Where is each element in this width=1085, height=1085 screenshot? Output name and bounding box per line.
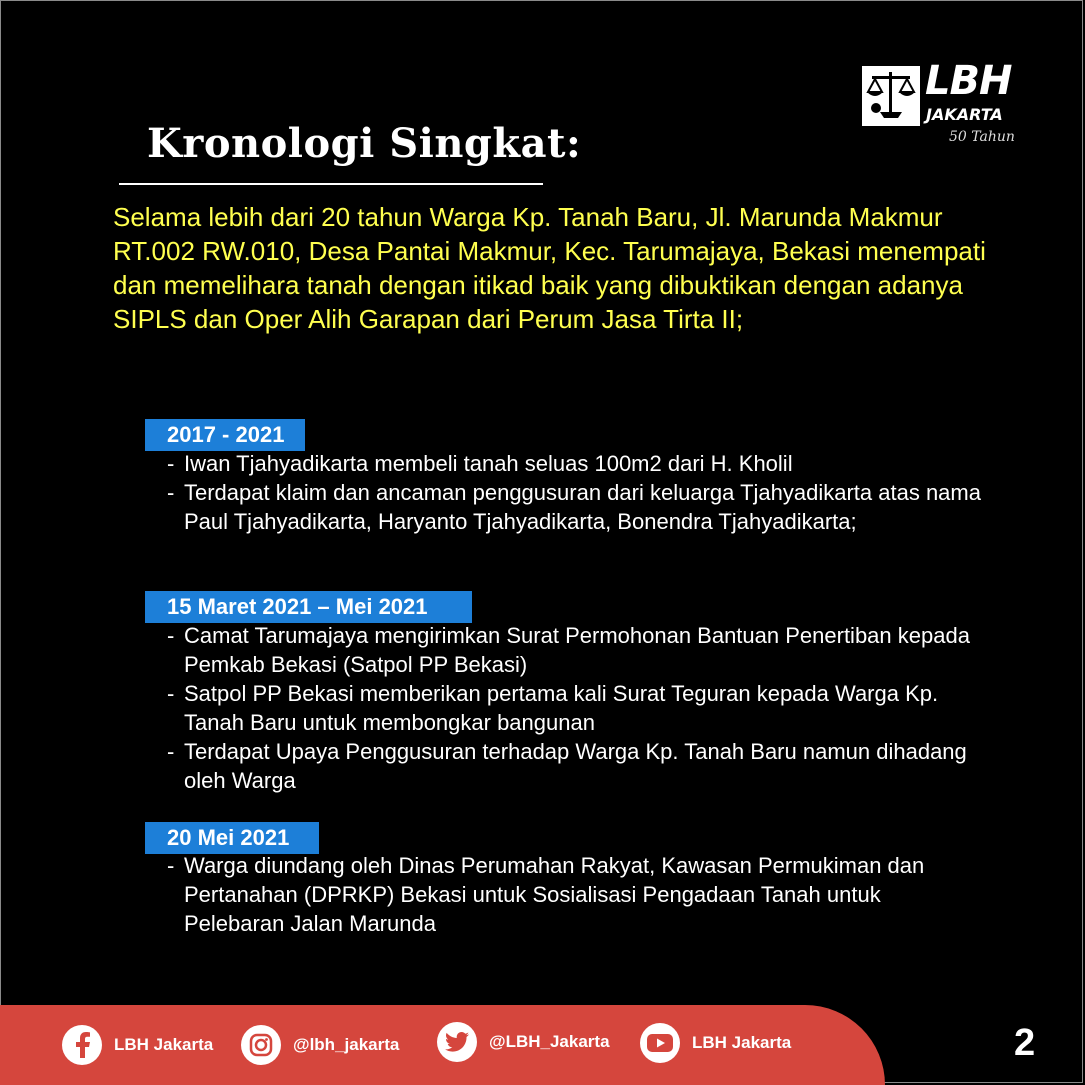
instagram-label: @lbh_jakarta xyxy=(293,1035,400,1054)
intro-paragraph: Selama lebih dari 20 tahun Warga Kp. Tanah Baru, Jl. Marunda Makmur RT.002 RW.010, Desa Pantai Makmur, Kec. Tarumajaya, Bekasi menempati dan memelihara tanah dengan itikad baik yang dibuktikan dengan adanya SIPLS dan Oper Alih Garapan dari Perum Jasa Tirta II; xyxy=(113,202,986,334)
lbh-logo xyxy=(862,58,1032,150)
instagram-link[interactable] xyxy=(241,1025,399,1065)
youtube-icon xyxy=(640,1023,680,1063)
facebook-link[interactable] xyxy=(62,1025,213,1065)
list-item: - Warga diundang oleh Dinas Perumahan Rakyat, Kawasan Permukiman dan Pertanahan (DPRKP) Bekasi untuk Sosialisasi Pengadaan Tanah untuk Pelebaran Jalan Marunda xyxy=(167,853,925,936)
list-item: - Camat Tarumajaya mengirimkan Surat Permohonan Bantuan Penertiban kepada Pemkab Bekasi (Satpol PP Bekasi) xyxy=(167,623,970,677)
twitter-label: @LBH_Jakarta xyxy=(489,1032,610,1051)
logo-tagline: 50 Tahun xyxy=(949,129,1015,145)
youtube-label: LBH Jakarta xyxy=(692,1033,792,1052)
list-item: - Iwan Tjahyadikarta membeli tanah seluas 100m2 dari H. Kholil xyxy=(167,451,793,476)
period-badge: 2017 - 2021 xyxy=(145,419,305,451)
page-number: 2 xyxy=(1014,1022,1036,1064)
twitter-link[interactable] xyxy=(437,1022,610,1062)
period-badge: 20 Mei 2021 xyxy=(145,822,319,854)
scales-of-justice-icon xyxy=(862,66,920,126)
timeline-list xyxy=(167,851,987,938)
title-underline xyxy=(119,183,543,185)
list-item: - Terdapat klaim dan ancaman penggusuran dari keluarga Tjahyadikarta atas nama Paul Tjahyadikarta, Haryanto Tjahyadikarta, Bonendra Tjahyadikarta; xyxy=(167,480,981,534)
period-badge: 15 Maret 2021 – Mei 2021 xyxy=(145,591,472,623)
timeline-list xyxy=(167,449,987,536)
facebook-icon xyxy=(62,1025,102,1065)
facebook-label: LBH Jakarta xyxy=(114,1035,214,1054)
logo-subtitle: JAKARTA xyxy=(926,105,1003,124)
list-item: - Satpol PP Bekasi memberikan pertama kali Surat Teguran kepada Warga Kp. Tanah Baru untuk membongkar bangunan xyxy=(167,681,939,735)
page-title: Kronologi Singkat: xyxy=(147,120,582,167)
twitter-icon xyxy=(437,1022,477,1062)
youtube-link[interactable] xyxy=(640,1023,791,1063)
logo-name: LBH xyxy=(925,58,1012,104)
list-item: - Terdapat Upaya Penggusuran terhadap Warga Kp. Tanah Baru namun dihadang oleh Warga xyxy=(167,739,967,793)
instagram-icon xyxy=(241,1025,281,1065)
timeline-list xyxy=(167,621,987,795)
